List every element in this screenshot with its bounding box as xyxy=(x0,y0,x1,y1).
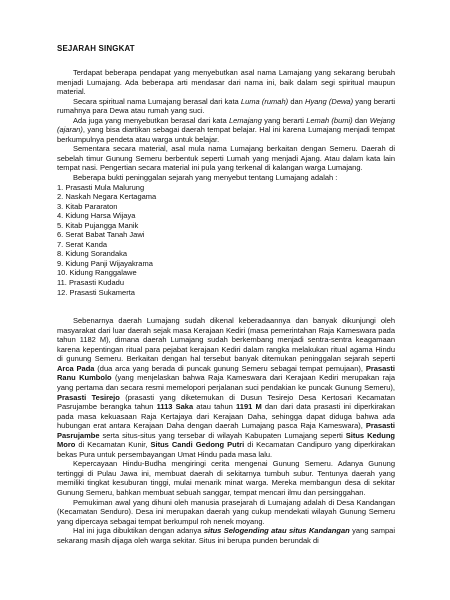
bold-term: Arca Pada xyxy=(57,363,95,373)
body-text: di Kecamatan Kunir, xyxy=(75,440,151,450)
body-text: (dua arca yang berada di puncak gunung Semeru sebagai tempat pemujaan), xyxy=(94,363,366,373)
body-text: yang sampai sekarang masih dijaga oleh warga sekitar. Situs ini berupa punden berundak di xyxy=(57,526,395,545)
bold-term: Prasasti Ranu Kumbolo xyxy=(57,363,395,383)
list-item: 10. Kidung Ranggalawe xyxy=(57,268,137,278)
bold-term: 1113 Saka xyxy=(156,402,194,412)
list-item: 4. Kidung Harsa Wijaya xyxy=(57,211,136,221)
list-item: 1. Prasasti Mula Malurung xyxy=(57,182,145,192)
body-text: dan dari data prasasti ini diperkirakan pada masa kekuasaan Raja Kertajaya dari Kerajaan Daha, sehingga dapat diduga bahwa ada hubungan erat antara Kerajaan Daha dengan daerah Lumajang pasca Raja Kameswara), xyxy=(57,402,395,431)
paragraph-intro-3-text: Ada juga yang menyebutkan berasal dari kata Lemajang yang berarti Lemah (bumi) dan Wejang (ajaran), yang bisa diartikan sebagai daerah tempat belajar. Hal ini karena Lumajang menjadi tempat berkumpulnya pendeta atau warga untuk belajar. xyxy=(57,115,395,144)
list-item: 8. Kidung Sorandaka xyxy=(57,249,128,259)
body-text: Hal ini juga dibuktikan dengan adanya xyxy=(73,526,204,536)
body-text: (yang menjelaskan bahwa Raja Kameswara dari Kerajaan Kediri merupakan raja yang pertama dan secara resmi memelopori perjalanan suci pendakian ke puncak Gunung Semeru), xyxy=(57,373,396,392)
section-spacer xyxy=(57,297,395,316)
list-item: 2. Naskah Negara Kertagama xyxy=(57,192,157,202)
list-item: 7. Serat Kanda xyxy=(57,239,108,249)
list-item: 11. Prasasti Kudadu xyxy=(57,278,124,288)
list-item: 9. Kidung Panji Wijayakrama xyxy=(57,258,153,268)
paragraph-intro-1: Terdapat beberapa pendapat yang menyebutkan asal nama Lamajang yang sekarang berubah menjadi Lumajang. Ada beberapa arti mendasar dari nama ini, baik dalam segi spiritual maupun material. xyxy=(57,68,395,97)
paragraph-intro-2 xyxy=(57,97,395,116)
list-item: 6. Serat Babat Tanah Jawi xyxy=(57,230,145,240)
paragraph-body-3: Pemukiman awal yang dihuni oleh manusia prasejarah di Lumajang adalah di Desa Kandangan (Kecamatan Senduro). Desa ini merupakan daerah yang cukup mendekati wilayah Gunung Semeru yang dipercaya sebagai tempat berkumpul roh nenek moyang. xyxy=(57,497,395,526)
page-title: SEJARAH SINGKAT xyxy=(57,44,135,53)
bold-term: Situs Kedung Moro xyxy=(57,430,395,450)
body-text: serta situs-situs yang tersebar di wilayah Kabupaten Lumajang seperti xyxy=(99,430,346,440)
bold-italic-term: situs Selogending atau situs Kandangan xyxy=(203,526,350,536)
bold-term: Prasasti Tesirejo xyxy=(57,392,120,402)
bold-term: 1191 M xyxy=(236,402,262,412)
bold-term: Prasasti Pasrujambe xyxy=(57,421,395,440)
evidence-list xyxy=(57,183,395,298)
paragraph-intro-4: Sementara secara material, asal mula nama Lumajang berkaitan dengan Semeru. Daerah di sebelah timur Gunung Semeru berbentuk seperti Lumah yang menjadi Ajang. Atau dalam kata lain tempat nasi. Pengertian secara material ini pula yang terkenal di kalangan warga Lumajang. xyxy=(57,144,395,173)
list-item: 3. Kitab Pararaton xyxy=(57,201,118,211)
body-text: di Kecamatan Candipuro yang diperkirakan bekas Pura untuk persembayangan Umat Hindu pada masa lalu. xyxy=(57,440,395,459)
paragraph-intro-2-text: Secara spiritual nama Lumajang berasal dari kata Luma (rumah) dan Hyang (Dewa) yang berarti rumahnya para Dewa atau rumah yang suci. xyxy=(57,96,395,116)
body-text: Sebenarnya daerah Lumajang sudah dikenal keberadaannya dan banyak dikunjungi oleh masyarakat dari luar daerah sejak masa Kerajaan Kediri (masa pemerintahan Raja Kameswara pada tahun 1182 M), dimana daerah Lumajang sudah berkembang menjadi sentra-sentra keagamaan karena kepentingan ritual para pejabat kerajaan Kediri dalam rangka melakukan ritual agama Hindu di gunung Semeru. Berkaitan dengan hal tersebut banyak ditemukan peninggalan sejarah seperti xyxy=(57,316,395,364)
bold-term: Situs Candi Gedong Putri xyxy=(150,440,245,450)
list-item: 5. Kitab Pujangga Manik xyxy=(57,220,139,230)
paragraph-body-2: Kepercayaan Hindu-Budha mengiringi cerita mengenai Gunung Semeru. Adanya Gunung tertinggi di Pulau Jawa ini, membuat daerah di sekitarnya tumbuh subur. Tentunya daerah yang memiliki tingkat kesuburan tinggi, mulai menarik minat warga. Mereka membangun desa di sekitar Gunung Semeru, bahkan membuat sebuah sanggar, tempat mencari ilmu dan persinggahan. xyxy=(57,459,395,497)
paragraph-body-1 xyxy=(57,316,395,459)
paragraph-intro-5: Beberapa bukti peninggalan sejarah yang menyebut tentang Lumajang adalah : xyxy=(73,173,338,183)
list-item: 12. Prasasti Sukamerta xyxy=(57,287,135,297)
body-text: atau tahun xyxy=(193,402,237,412)
paragraph-intro-3 xyxy=(57,116,395,145)
body-text: (prasasti yang diketemukan di Dusun Tesirejo Desa Kertosari Kecamatan Pasrujambe berangka tahun xyxy=(57,392,396,412)
paragraph-body-4 xyxy=(57,526,395,545)
